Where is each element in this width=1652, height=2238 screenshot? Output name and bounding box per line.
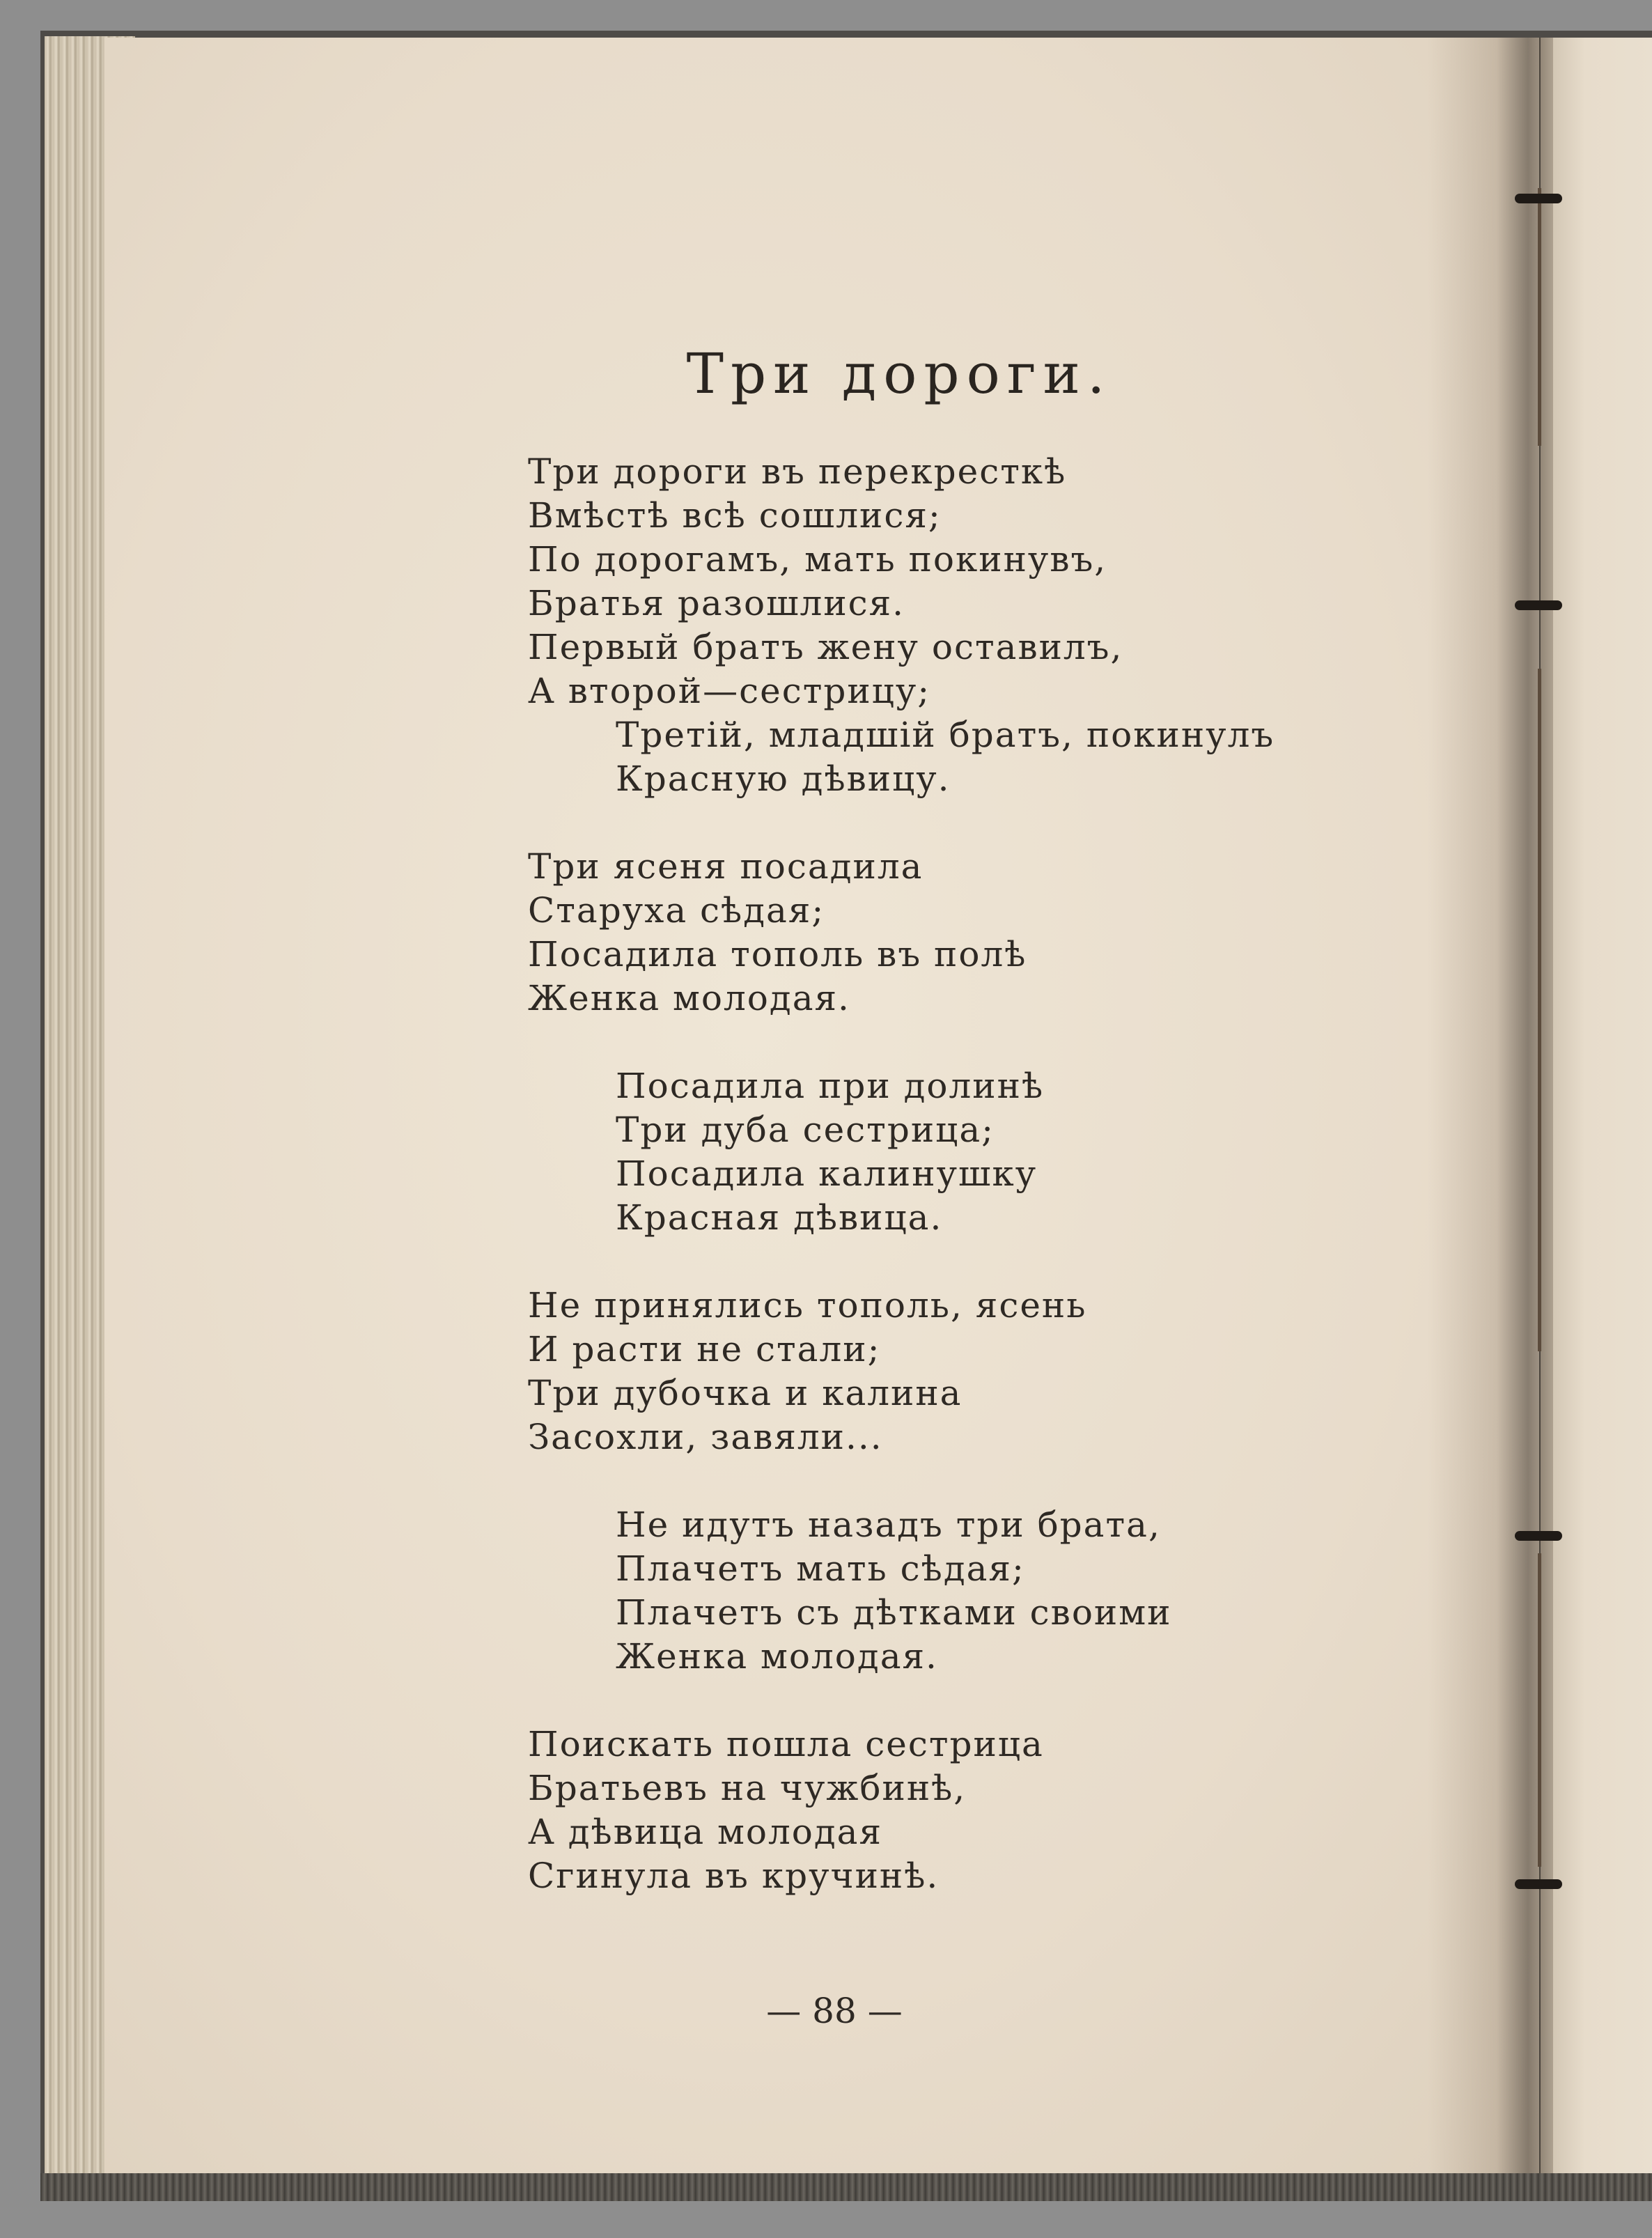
stanza-gap	[528, 801, 1275, 845]
binding-thread	[1538, 669, 1541, 1351]
poem-line: Братьевъ на чужбинѣ,	[528, 1768, 967, 1808]
poem-line: Старуха сѣдая;	[528, 890, 825, 931]
stanza-gap	[528, 1679, 1275, 1723]
binding-stitch	[1515, 1531, 1562, 1541]
poem-line: Третій, младшій братъ, покинулъ	[616, 715, 1275, 755]
poem-line: Женка молодая.	[528, 978, 850, 1018]
binding-stitch	[1515, 194, 1562, 203]
poem-line: А второй—сестрицу;	[528, 671, 931, 711]
poem-line: Плачетъ съ дѣтками своими	[616, 1592, 1172, 1633]
book-bottom-edge	[40, 2173, 1652, 2201]
binding-stitch	[1515, 1879, 1562, 1889]
poem-line: Не принялись тополь, ясень	[528, 1285, 1087, 1326]
page-number: — 88 —	[766, 1991, 903, 2031]
poem-line: И расти не стали;	[528, 1329, 881, 1369]
stanza-gap	[528, 1020, 1275, 1064]
poem-line: Посадила при долинѣ	[616, 1066, 1045, 1106]
poem-line: Посадила калинушку	[616, 1153, 1038, 1194]
poem-line: Вмѣстѣ всѣ сошлися;	[528, 495, 942, 536]
poem-title: Три дороги.	[686, 341, 1112, 406]
poem-line: Не идутъ назадъ три брата,	[616, 1505, 1161, 1545]
poem-line: Поискать пошла сестрица	[528, 1724, 1044, 1764]
poem-line: Первый братъ жену оставилъ,	[528, 627, 1123, 667]
poem-line: Красная дѣвица.	[616, 1197, 943, 1238]
poem-line: Три дороги въ перекресткѣ	[528, 451, 1067, 492]
binding-thread	[1538, 1553, 1541, 1867]
poem-line: Три ясеня посадила	[528, 846, 924, 887]
poem-line: Засохли, завяли...	[528, 1417, 883, 1457]
poem-line: Женка молодая.	[616, 1636, 938, 1677]
poem-line: Три дубочка и калина	[528, 1373, 963, 1413]
poem-line: Сгинула въ кручинѣ.	[528, 1856, 940, 1896]
poem-line: Посадила тополь въ полѣ	[528, 934, 1027, 974]
poem-body	[528, 450, 1275, 1898]
binding-stitch	[1515, 600, 1562, 610]
poem-line: Три дуба сестрица;	[616, 1110, 995, 1150]
poem-line: По дорогамъ, мать покинувъ,	[528, 539, 1107, 580]
poem-line: Плачетъ мать сѣдая;	[616, 1548, 1025, 1589]
poem-line: А дѣвица молодая	[528, 1812, 883, 1852]
stanza-gap	[528, 1240, 1275, 1284]
binding-thread	[1538, 188, 1541, 446]
stanza-gap	[528, 1459, 1275, 1503]
poem-line: Братья разошлися.	[528, 583, 905, 623]
poem-line: Красную дѣвицу.	[616, 759, 951, 799]
